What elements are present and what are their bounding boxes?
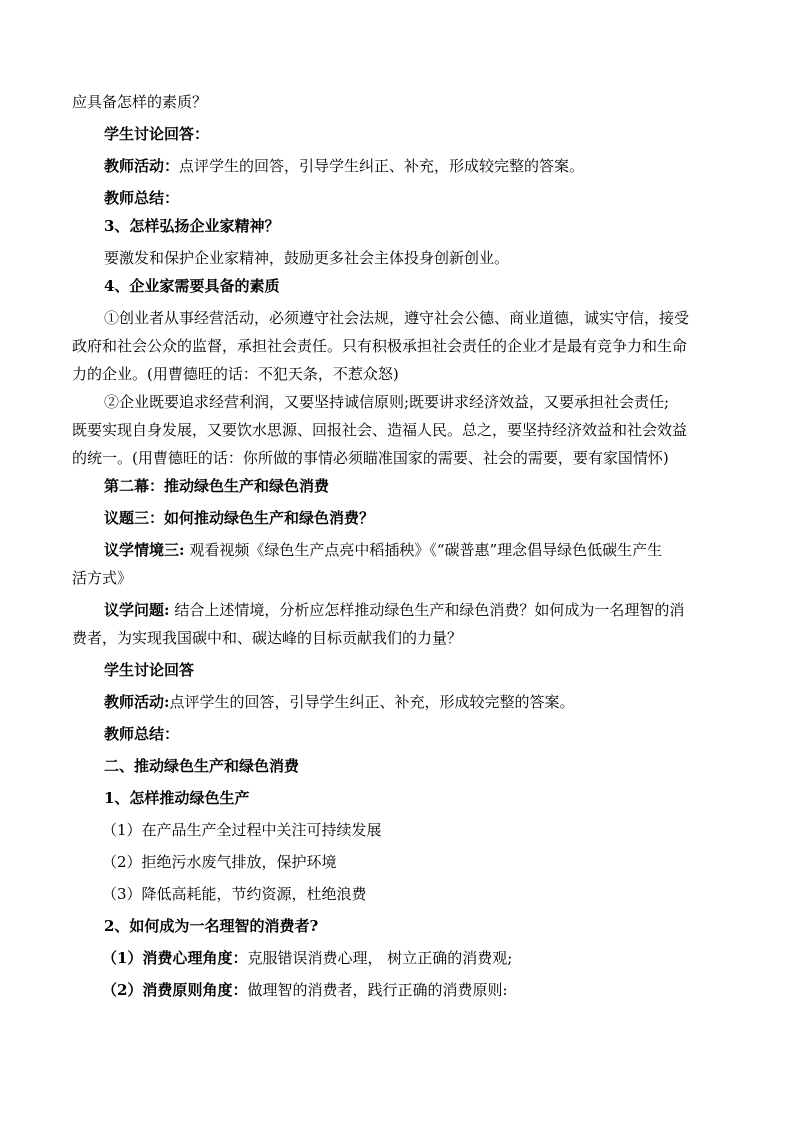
subsection-heading: 2、如何成为一名理智的消费者?	[104, 917, 319, 935]
paragraph-line: ②企业既要追求经营利润，又要坚持诚信原则;既要讲求经济效益，又要承担社会责任;	[104, 393, 670, 411]
teacher-summary-label: 教师总结：	[104, 189, 180, 207]
document-page	[72, 88, 728, 1004]
student-discussion-label: 学生讨论回答：	[104, 125, 210, 143]
consumer-principle-label: （2）消费原则角度：	[102, 981, 248, 999]
teacher-activity-line	[72, 152, 728, 180]
paragraph-line: ①创业者从事经营活动，必须遵守社会法规，遵守社会公德、商业道德，诚实守信，接受	[104, 309, 690, 327]
consumer-psychology-text: 克服错误消费心理， 树立正确的消费观;	[247, 949, 513, 967]
text-line: 应具备怎样的素质？	[72, 93, 208, 111]
teacher-activity-line	[72, 688, 728, 716]
scenario-line	[72, 536, 728, 564]
question-text-cont: 费者，为实现我国碳中和、碳达峰的目标贡献我们的力量？	[72, 629, 463, 647]
question-line	[72, 596, 728, 624]
teacher-summary-label: 教师总结：	[104, 725, 180, 743]
text-line: 要激发和保护企业家精神，鼓励更多社会主体投身创新创业。	[104, 249, 510, 267]
section-heading: 4、企业家需要具备的素质	[104, 277, 280, 295]
list-item: （1）在产品生产全过程中关注可持续发展	[102, 821, 382, 839]
teacher-activity-label: 教师活动：	[104, 157, 180, 175]
section-heading: 二、推动绿色生产和绿色消费	[104, 757, 300, 775]
teacher-activity-label: 教师活动:	[104, 693, 170, 711]
list-item: （2）拒绝污水废气排放，保护环境	[102, 853, 337, 871]
topic-heading: 议题三：如何推动绿色生产和绿色消费？	[104, 509, 375, 527]
subsection-heading: 1、怎样推动绿色生产	[104, 789, 250, 807]
consumer-principle-text: 做理智的消费者，践行正确的消费原则:	[247, 981, 508, 999]
consumer-principle-line	[72, 976, 728, 1004]
teacher-activity-text: 点评学生的回答，引导学生纠正、补充，形成较完整的答案。	[169, 693, 575, 711]
scenario-label: 议学情境三:	[104, 541, 185, 559]
list-item: （3）降低高耗能，节约资源，杜绝浪费	[102, 885, 367, 903]
scenario-text-cont: 活方式》	[72, 569, 133, 587]
teacher-activity-text: 点评学生的回答，引导学生纠正、补充，形成较完整的答案。	[179, 157, 585, 175]
scenario-text: 观看视频《绿色生产点亮中稻插秧》《“碳普惠”理念倡导绿色低碳生产生	[184, 541, 663, 559]
consumer-psychology-label: （1）消费心理角度：	[102, 949, 248, 967]
paragraph-line: 政府和社会公众的监督，承担社会责任。只有积极承担社会责任的企业才是最有竞争力和生命	[72, 337, 688, 355]
act-heading: 第二幕：推动绿色生产和绿色消费	[104, 477, 330, 495]
question-text: 结合上述情境，分析应怎样推动绿色生产和绿色消费？如何成为一名理智的消	[169, 601, 685, 619]
paragraph-line: 力的企业。(用曹德旺的话：不犯天条，不惹众怒)	[72, 365, 399, 383]
consumer-psychology-line	[72, 944, 728, 972]
section-heading: 3、怎样弘扬企业家精神？	[104, 217, 280, 235]
student-discussion-label: 学生讨论回答	[104, 661, 195, 679]
question-label: 议学问题:	[104, 601, 170, 619]
paragraph-line: 既要实现自身发展，又要饮水思源、回报社会、造福人民。总之，要坚持经济效益和社会效益	[72, 421, 688, 439]
paragraph-line: 的统一。(用曹德旺的话：你所做的事情必须瞄准国家的需要、社会的需要，要有家国情怀)	[72, 449, 669, 467]
